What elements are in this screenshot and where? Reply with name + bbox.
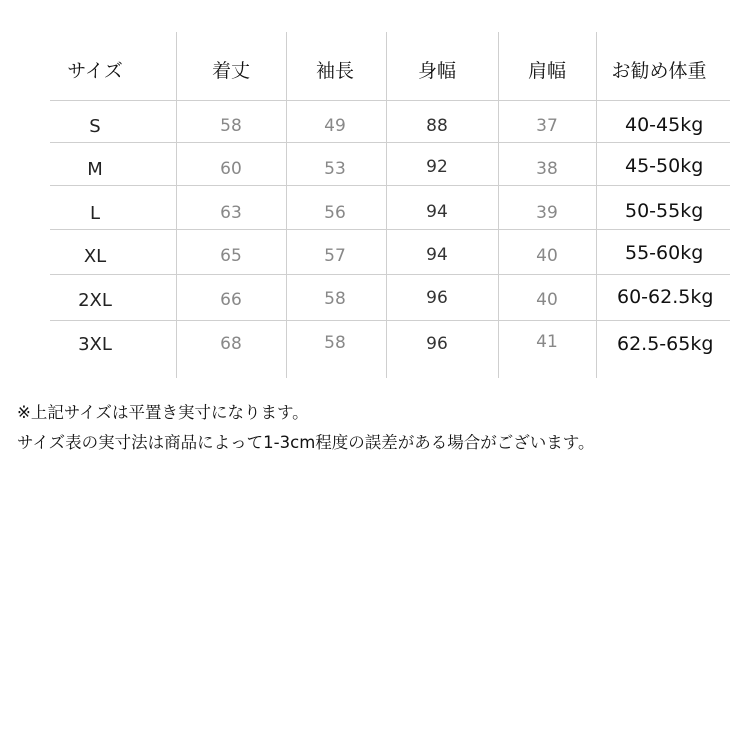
- row-divider: [50, 142, 730, 143]
- size-label: 2XL: [78, 290, 112, 311]
- sleeve-value: 49: [324, 116, 346, 136]
- recommended-weight-value: 55-60kg: [625, 242, 704, 264]
- size-label: XL: [83, 246, 107, 267]
- header-length: 着丈: [211, 60, 250, 82]
- length-value: 63: [220, 203, 242, 223]
- size-label: M: [87, 159, 103, 180]
- header-sleeve: 袖長: [315, 60, 354, 82]
- row-divider: [50, 229, 730, 230]
- recommended-weight-value: 50-55kg: [625, 200, 704, 222]
- chest-width-value: 96: [426, 334, 448, 354]
- shoulder-width-value: 37: [536, 116, 558, 136]
- sleeve-value: 56: [324, 203, 346, 223]
- note-measurement-tolerance: サイズ表の実寸法は商品によって1-3cm程度の誤差がある場合がございます。: [17, 433, 595, 452]
- recommended-weight-value: 45-50kg: [625, 155, 704, 177]
- size-notes: [17, 398, 737, 458]
- length-value: 68: [220, 334, 242, 354]
- sleeve-value: 58: [324, 289, 346, 309]
- row-divider: [50, 274, 730, 275]
- sleeve-value: 58: [324, 333, 346, 353]
- recommended-weight-value: 40-45kg: [625, 114, 704, 136]
- chest-width-value: 94: [426, 202, 448, 222]
- size-table: [50, 32, 730, 378]
- chest-width-value: 92: [426, 157, 448, 177]
- size-label: L: [89, 203, 101, 224]
- sleeve-value: 57: [324, 246, 346, 266]
- note-flat-measurement: ※上記サイズは平置き実寸になります。: [17, 403, 309, 422]
- sleeve-value: 53: [324, 159, 346, 179]
- row-divider: [50, 100, 730, 101]
- header-chest-width: 身幅: [417, 60, 456, 82]
- recommended-weight-value: 60-62.5kg: [617, 286, 714, 308]
- size-label: S: [89, 116, 101, 137]
- shoulder-width-value: 40: [536, 290, 558, 310]
- column-divider: [176, 32, 177, 378]
- length-value: 58: [220, 116, 242, 136]
- length-value: 65: [220, 246, 242, 266]
- column-divider: [498, 32, 499, 378]
- row-divider: [50, 185, 730, 186]
- row-divider: [50, 320, 730, 321]
- header-shoulder-width: 肩幅: [527, 60, 566, 82]
- shoulder-width-value: 38: [536, 159, 558, 179]
- header-size: サイズ: [67, 60, 123, 82]
- column-divider: [386, 32, 387, 378]
- column-divider: [286, 32, 287, 378]
- shoulder-width-value: 41: [536, 332, 558, 352]
- shoulder-width-value: 40: [536, 246, 558, 266]
- chest-width-value: 94: [426, 245, 448, 265]
- length-value: 66: [220, 290, 242, 310]
- length-value: 60: [220, 159, 242, 179]
- shoulder-width-value: 39: [536, 203, 558, 223]
- chest-width-value: 88: [426, 116, 448, 136]
- header-recommended-weight: お勧め体重: [611, 60, 707, 82]
- column-divider: [596, 32, 597, 378]
- recommended-weight-value: 62.5-65kg: [617, 333, 714, 355]
- size-label: 3XL: [78, 334, 112, 355]
- chest-width-value: 96: [426, 288, 448, 308]
